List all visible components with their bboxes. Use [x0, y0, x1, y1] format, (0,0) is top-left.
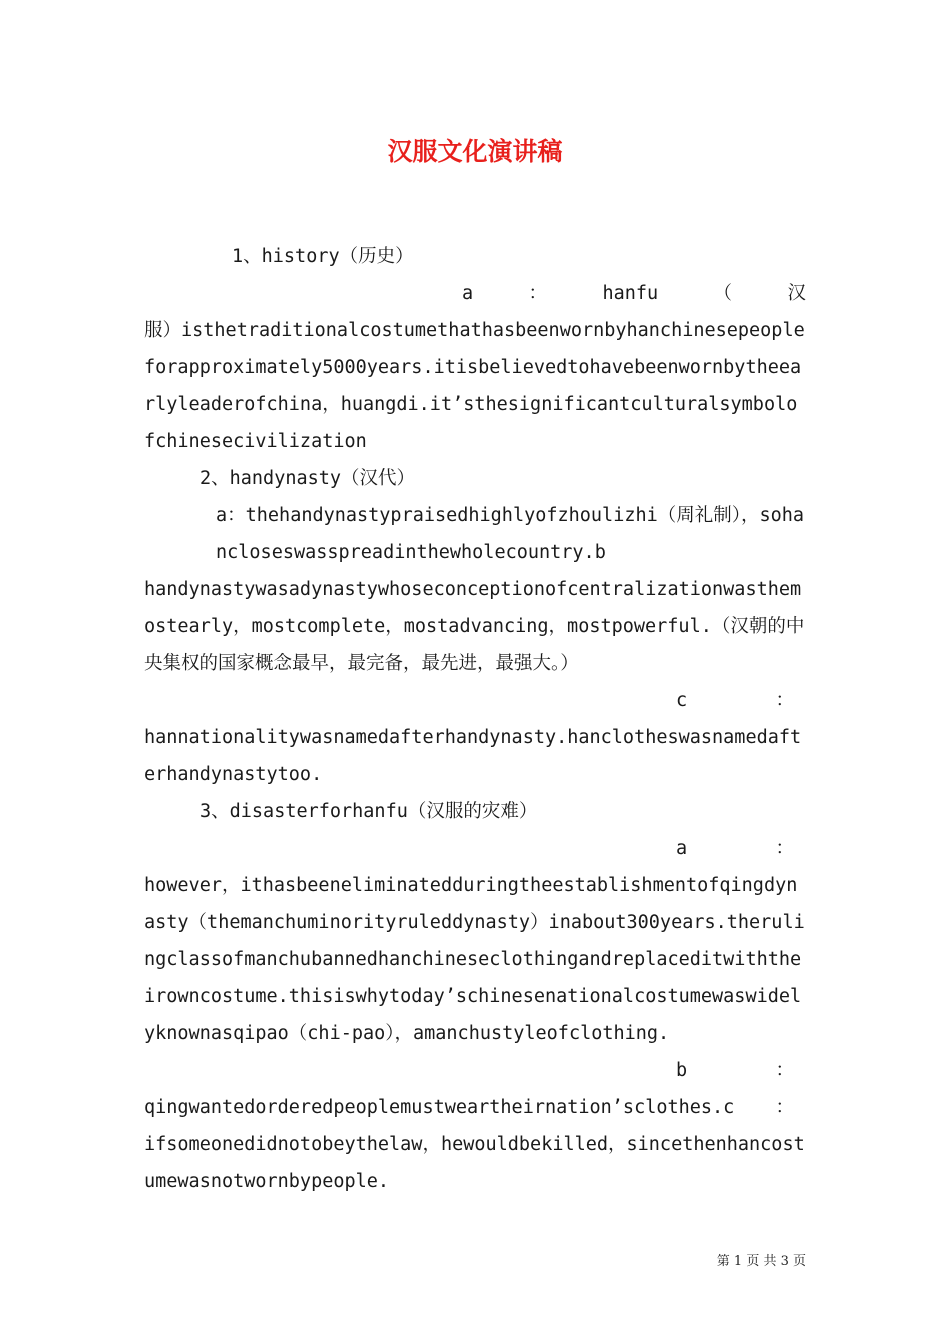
point-marker-a: a: [676, 838, 688, 859]
document-title: 汉服文化演讲稿: [387, 137, 563, 166]
section-heading-history: 1、history（历史）: [232, 246, 414, 267]
section-1-point-a-line: [144, 275, 806, 312]
section-3-point-c-text: ifsomeonedidnotobeythelaw，hewouldbekilled，sincethenhancostumewasnotwornbypeople.: [144, 1134, 805, 1192]
page-footer: 第 1 页 共 3 页: [716, 1254, 806, 1269]
open-paren: （: [713, 283, 733, 304]
section-heading-disaster: 3、disasterforhanfu（汉服的灾难）: [200, 801, 538, 822]
section-3-point-b-content: qingwantedorderedpeoplemustweartheirnation’sclothes.c: [144, 1097, 735, 1118]
point-colon: ：: [775, 1060, 794, 1081]
hanfu-word: hanfu: [602, 283, 659, 304]
point-colon: ：: [775, 690, 794, 711]
point-colon: ：: [528, 283, 548, 304]
section-2-point-a-content: a：thehandynastypraisedhighlyofzhoulizhi（周礼制），sohancloseswasspreadinthewholecountry.b: [216, 505, 805, 563]
document-body: [144, 238, 806, 1200]
han-char: 汉: [787, 283, 806, 304]
point-marker-b: b: [676, 1060, 688, 1081]
section-2-point-b-text: handynastywasadynastywhoseconceptionofcentralizationwasthemostearly，mostcomplete，mostadvancing，mostpowerful.（汉朝的中央集权的国家概念最早，最完备，最先进，最强大。）: [144, 579, 805, 674]
section-heading-handynasty: 2、handynasty（汉代）: [200, 468, 416, 489]
section-3-point-a-line: [144, 830, 806, 867]
point-marker-a: a: [462, 283, 474, 304]
point-marker-c: c: [676, 690, 688, 711]
section-2-point-c-line: [144, 682, 806, 719]
section-3-point-b-line: [144, 1052, 806, 1089]
section-1-point-a-text: 服）isthetraditionalcostumethathasbeenwornbyhanchinesepeopleforapproximately5000years.itisbelievedtohavebeenwornbytheearlyleaderofchina，huangdi.it’sthesignificantculturalsymbolofchinesecivilization: [144, 320, 805, 452]
section-2-point-a-text: [144, 497, 806, 571]
point-colon: ：: [775, 1097, 794, 1118]
section-3-point-a-text: however，ithasbeeneliminatedduringtheestablishmentofqingdynasty（themanchuminorityruleddynasty）inabout300years.therulingclassofmanchubannedhanchineseclothingandreplaceditwiththeirowncostume.thisiswhytoday’schinesenationalcostumewaswidelyknownasqipao（chi-pao），amanchustyleofclothing.: [144, 875, 805, 1044]
point-colon: ：: [775, 838, 794, 859]
section-2-point-c-text: hannationalitywasnamedafterhandynasty.hanclotheswasnamedafterhandynastytoo.: [144, 727, 802, 785]
section-3-point-b-text: [144, 1089, 806, 1126]
